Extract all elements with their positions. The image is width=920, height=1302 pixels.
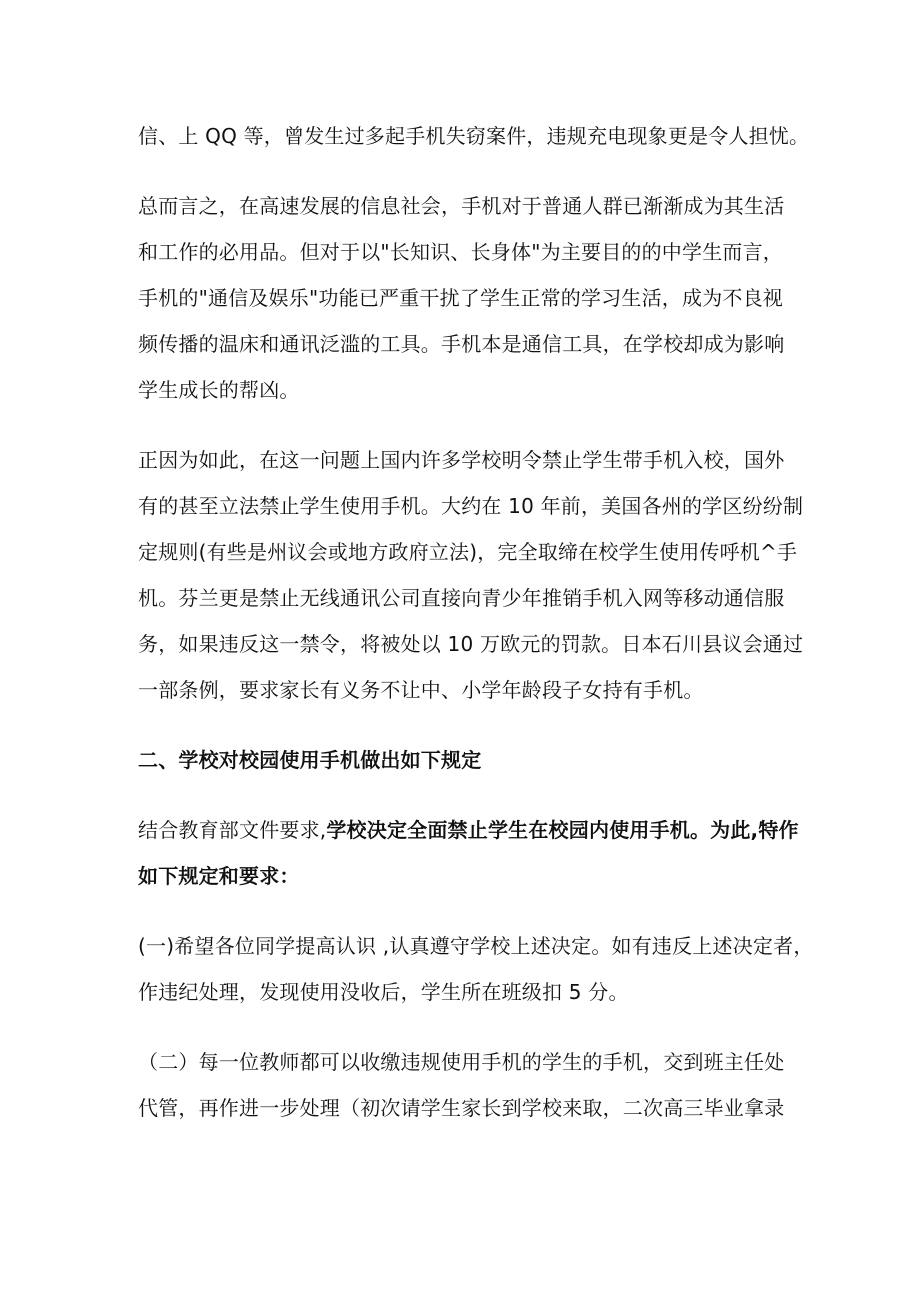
paragraph-line: 信、上 QQ 等，曾发生过多起手机失窃案件，违规充电现象更是令人担忧。: [138, 124, 810, 148]
paragraph-line-mixed: [138, 816, 799, 844]
paragraph-line: (一)希望各位同学提高认识 ,认真遵守学校上述决定。如有违反上述决定者，: [138, 934, 814, 958]
paragraph-line: 手机的"通信及娱乐"功能已严重干扰了学生正常的学习生活，成为不良视: [138, 286, 783, 310]
section-heading: 二、学校对校园使用手机做出如下规定: [138, 748, 482, 772]
paragraph-line: 代管，再作进一步处理（初次请学生家长到学校来取，二次高三毕业拿录: [138, 1096, 785, 1120]
normal-text: 结合教育部文件要求,: [138, 818, 327, 842]
paragraph-line: 和工作的必用品。但对于以"长知识、长身体"为主要目的的中学生而言，: [138, 240, 783, 264]
paragraph-line: 如下规定和要求：: [138, 864, 300, 888]
paragraph-line: 学生成长的帮凶。: [138, 378, 300, 402]
paragraph-line: 定规则(有些是州议会或地方政府立法)，完全取缔在校学生使用传呼机^手: [138, 540, 798, 564]
paragraph-line: （二）每一位教师都可以收缴违规使用手机的学生的手机，交到班主任处: [138, 1050, 785, 1074]
paragraph-line: 频传播的温床和通讯泛滥的工具。手机本是通信工具，在学校却成为影响: [138, 332, 785, 356]
paragraph-line: 有的甚至立法禁止学生使用手机。大约在 10 年前，美国各州的学区纷纷制: [138, 494, 804, 518]
paragraph-line: 一部条例，要求家长有义务不让中、小学年龄段子女持有手机。: [138, 678, 704, 702]
paragraph-line: 正因为如此，在这一问题上国内许多学校明令禁止学生带手机入校，国外: [138, 448, 785, 472]
paragraph-line: 机。芬兰更是禁止无线通讯公司直接向青少年推销手机入网等移动通信服: [138, 586, 785, 610]
paragraph-line: 总而言之，在高速发展的信息社会，手机对于普通人群已渐渐成为其生活: [138, 194, 785, 218]
paragraph-line: 作违纪处理，发现使用没收后，学生所在班级扣 5 分。: [138, 980, 629, 1004]
paragraph-line: 务，如果违反这一禁令，将被处以 10 万欧元的罚款。日本石川县议会通过: [138, 632, 804, 656]
bold-text: 学校决定全面禁止学生在校园内使用手机。为此,特作: [326, 818, 799, 842]
